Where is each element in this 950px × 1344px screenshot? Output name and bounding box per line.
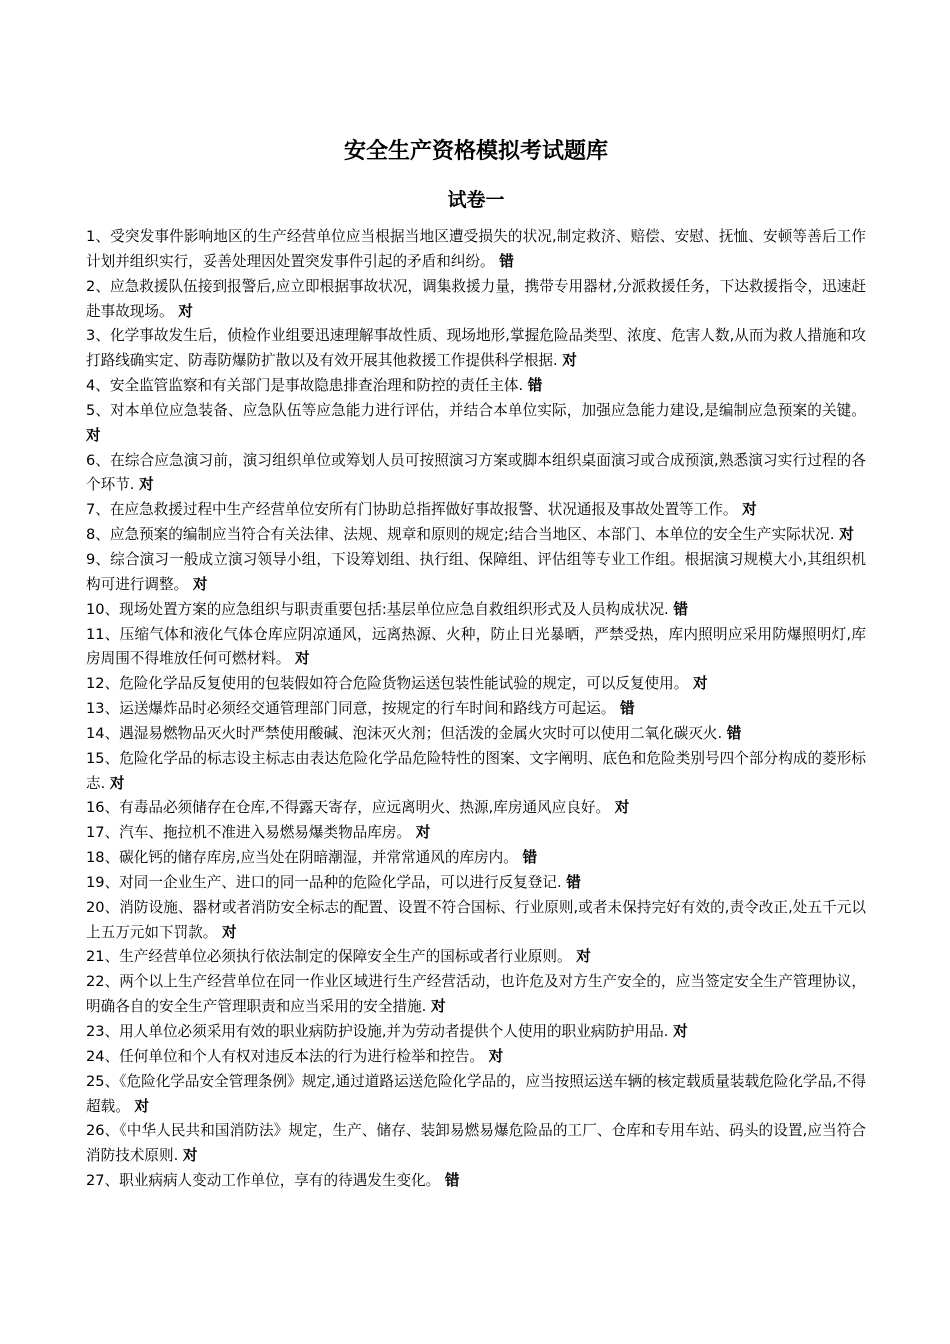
- question-answer: 对: [562, 352, 577, 370]
- question-text: 1、受突发事件影响地区的生产经营单位应当根据当地区遭受损失的状况,制定救济、赔偿、安慰、抚恤、安顿等善后工作计划并组织实行，妥善处理因处置突发事件引起的矛盾和纠纷。: [86, 228, 866, 270]
- question-answer: 错: [444, 1172, 460, 1190]
- question-item: [86, 1119, 866, 1169]
- question-text: 14、遇湿易燃物品灭火时严禁使用酸碱、泡沫灭火剂；但活泼的金属火灾时可以使用二氧化碳灭火.: [86, 724, 723, 742]
- question-item: [86, 697, 866, 722]
- question-answer: 对: [692, 675, 708, 693]
- question-text: 21、生产经营单位必须执行依法制定的保障安全生产的国标或者行业原则。: [86, 948, 572, 966]
- question-text: 8、应急预案的编制应当符合有关法律、法规、规章和原则的规定;结合当地区、本部门、本单位的安全生产实际状况.: [86, 526, 835, 544]
- question-answer: 对: [430, 998, 446, 1016]
- question-item: [86, 896, 866, 946]
- question-item: [86, 846, 866, 871]
- question-item: [86, 623, 866, 673]
- question-answer: 对: [178, 302, 193, 320]
- question-answer: 对: [222, 923, 237, 941]
- question-item: [86, 324, 866, 374]
- question-answer: 对: [488, 1047, 504, 1065]
- question-answer: 错: [566, 873, 581, 891]
- question-text: 12、危险化学品反复使用的包装假如符合危险货物运送包装性能试验的规定，可以反复使用。: [86, 675, 689, 693]
- question-item: [86, 1045, 866, 1070]
- question-text: 4、安全监管监察和有关部门是事故隐患排查治理和防控的责任主体.: [86, 377, 524, 395]
- question-text: 13、运送爆炸品时必须经交通管理部门同意，按规定的行车时间和路线方可起运。: [86, 700, 616, 718]
- question-answer: 对: [182, 1147, 198, 1165]
- question-text: 5、对本单位应急装备、应急队伍等应急能力进行评估，并结合本单位实际，加强应急能力建设,是编制应急预案的关键。: [86, 401, 866, 419]
- question-text: 20、消防设施、器材或者消防安全标志的配置、设置不符合国标、行业原则,或者未保持完好有效的,责令改正,处五千元以上五万元如下罚款。: [86, 898, 866, 941]
- question-answer: 对: [415, 824, 431, 842]
- question-text: 3、化学事故发生后，侦检作业组要迅速理解事故性质、现场地形,掌握危险品类型、浓度、危害人数,从而为救人措施和攻打路线确实定、防毒防爆防扩散以及有效开展其他救援工作提供科学根据.: [86, 327, 866, 370]
- question-item: [86, 275, 866, 325]
- question-text: 22、两个以上生产经营单位在同一作业区域进行生产经营活动，也许危及对方生产安全的，应当签定安全生产管理协议，明确各自的安全生产管理职责和应当采用的安全措施.: [86, 973, 866, 1016]
- question-text: 6、在综合应急演习前，演习组织单位或筹划人员可按照演习方案或脚本组织桌面演习或合成预演,熟悉演习实行过程的各个环节.: [86, 451, 866, 494]
- question-answer: 对: [839, 526, 854, 544]
- question-answer: 对: [294, 650, 310, 668]
- question-item: [86, 374, 866, 399]
- question-item: [86, 796, 866, 821]
- question-text: 2、应急救援队伍接到报警后,应立即根据事故状况，调集救援力量，携带专用器材,分派救援任务，下达救援指令，迅速赶赴事故现场。: [86, 277, 866, 320]
- question-text: 11、压缩气体和液化气体仓库应阴凉通风，远离热源、火种，防止日光暴晒，严禁受热，库内照明应采用防爆照明灯,库房周围不得堆放任何可燃材料。: [86, 625, 866, 668]
- question-item: [86, 449, 866, 499]
- question-answer: 对: [192, 575, 208, 593]
- question-text: 15、危险化学品的标志设主标志由表达危险化学品危险特性的图案、文字阐明、底色和危险类别号四个部分构成的菱形标志.: [86, 749, 866, 792]
- question-text: 27、职业病病人变动工作单位，享有的待遇发生变化。: [86, 1172, 441, 1190]
- question-text: 10、现场处置方案的应急组织与职责重要包括:基层单位应急自救组织形式及人员构成状况.: [86, 600, 669, 618]
- question-answer: 对: [109, 774, 125, 792]
- question-item: [86, 1020, 866, 1045]
- question-item: [86, 722, 866, 747]
- question-text: 19、对同一企业生产、进口的同一品种的危险化学品，可以进行反复登记.: [86, 873, 562, 891]
- question-item: [86, 523, 866, 548]
- question-item: [86, 1070, 866, 1120]
- question-text: 23、用人单位必须采用有效的职业病防护设施,并为劳动者提供个人使用的职业病防护用品.: [86, 1023, 669, 1040]
- question-answer: 对: [86, 426, 101, 444]
- question-text: 16、有毒品必须储存在仓库,不得露天寄存，应远离明火、热源,库房通风应良好。: [86, 799, 611, 817]
- question-answer: 错: [726, 724, 742, 742]
- question-text: 17、汽车、拖拉机不准进入易燃易爆类物品库房。: [86, 824, 412, 842]
- question-answer: 错: [620, 700, 635, 718]
- question-answer: 错: [499, 252, 514, 270]
- document-title: 安全生产资格模拟考试题库: [343, 139, 608, 164]
- question-answer: 对: [134, 1097, 150, 1115]
- question-text: 26、《中华人民共和国消防法》规定，生产、储存、装卸易燃易爆危险品的工厂、仓库和专用车站、码头的设置,应当符合消防技术原则.: [86, 1122, 866, 1165]
- question-item: [86, 498, 866, 523]
- question-text: 9、综合演习一般成立演习领导小组，下设筹划组、执行组、保障组、评估组等专业工作组。根据演习规模大小,其组织机构可进行调整。: [86, 550, 866, 593]
- question-answer: 对: [139, 476, 154, 494]
- question-answer: 对: [673, 1023, 688, 1040]
- question-text: 18、碳化钙的储存库房,应当处在阴暗潮湿，并常常通风的库房内。: [86, 849, 518, 867]
- question-text: 25、《危险化学品安全管理条例》规定,通过道路运送危险化学品的，应当按照运送车辆的核定载质量装载危险化学品,不得超载。: [86, 1072, 866, 1115]
- question-item: [86, 747, 866, 797]
- question-list: [86, 225, 866, 1194]
- question-item: [86, 871, 866, 896]
- question-text: 7、在应急救援过程中生产经营单位安所有门协助总指挥做好事故报警、状况通报及事故处置等工作。: [86, 501, 738, 519]
- question-answer: 对: [742, 501, 757, 519]
- question-answer: 错: [522, 849, 538, 867]
- question-item: [86, 598, 866, 623]
- question-item: [86, 672, 866, 697]
- question-item: [86, 821, 866, 846]
- question-item: [86, 548, 866, 598]
- question-answer: 对: [576, 948, 591, 966]
- question-item: [86, 399, 866, 449]
- question-answer: 对: [614, 799, 630, 817]
- question-answer: 错: [673, 600, 688, 618]
- question-item: [86, 945, 866, 970]
- question-item: [86, 970, 866, 1020]
- question-item: [86, 225, 866, 275]
- paper-subtitle: 试卷一: [447, 189, 505, 211]
- question-item: [86, 1169, 866, 1194]
- question-text: 24、任何单位和个人有权对违反本法的行为进行检举和控告。: [86, 1047, 485, 1065]
- question-answer: 错: [527, 377, 543, 395]
